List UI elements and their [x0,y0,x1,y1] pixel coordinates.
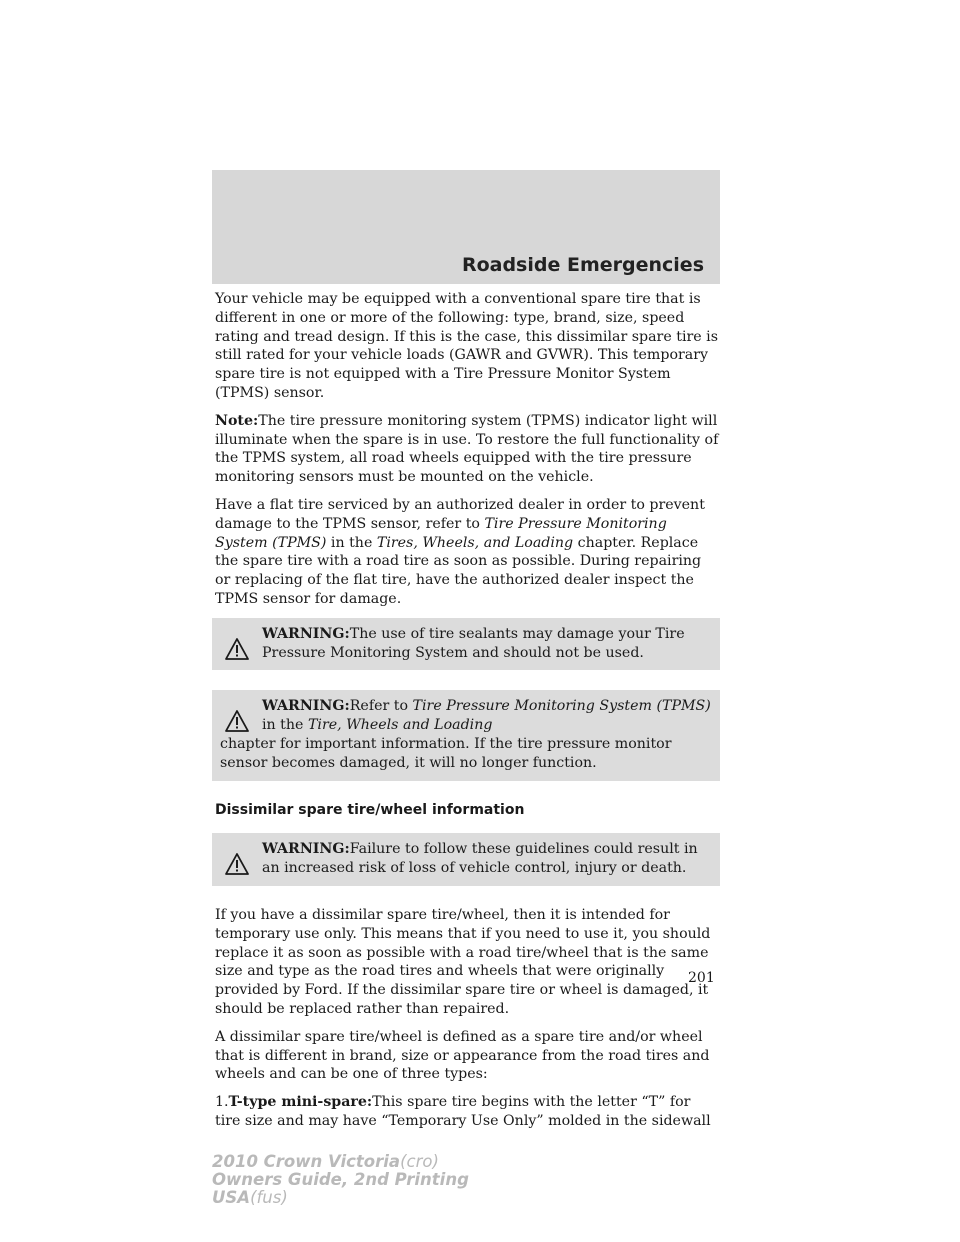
footer-model: 2010 Crown Victoria [212,1152,401,1171]
text-run: Refer to [349,698,413,715]
footer-region-code: (fus) [250,1188,288,1207]
note-label: Note: [215,412,259,429]
warning-label: WARNING: [262,625,350,642]
warning-text [262,625,712,663]
reference-tire-chapter: Tire, Wheels and Loading [307,717,493,734]
list-number: 1. [215,1094,229,1111]
warning-message: Failure to follow these guidelines could result in an increased risk of loss of vehicle control, injury or death. [262,841,698,877]
page-content [215,290,720,1140]
chapter-header-band [212,170,720,284]
chapter-title: Roadside Emergencies [461,254,704,276]
paragraph-spare-tire: Your vehicle may be equipped with a conventional spare tire that is different in one or more of the following: type, brand, size, speed rating and tread design. If this is the case, this dissimilar spare tire is still rated for your vehicle loads (GAWR and GVWR). This temporary spare tire is not equipped with a Tire Pressure Monitor System (TPMS) sensor. [215,291,718,401]
warning-triangle-icon [225,853,249,875]
paragraph-dissimilar-use: If you have a dissimilar spare tire/wheel, then it is intended for temporary use only. This means that if you need to use it, you should replace it as soon as possible with a road tire/wheel that is the same size and type as the road tires and wheels that were originally provided by Ford. If the dissimilar spare tire or wheel is damaged, it should be replaced rather than repaired. [215,906,711,1017]
warning-box-sealants [212,618,720,671]
footer-line-model [212,1153,469,1171]
footer-line-guide [212,1171,469,1189]
warning-indent-lines [220,697,712,735]
warning-triangle-icon [225,638,249,660]
warning-message: The use of tire sealants may damage your Tire Pressure Monitoring System and should not be used. [262,625,685,661]
warning-triangle-icon [225,710,249,732]
footer-edition-info [212,1153,469,1207]
text-run: in the [262,717,308,734]
list-item-t-type [215,1093,720,1131]
page-number: 201 [688,970,715,986]
reference-tpms: Tire Pressure Monitoring System (TPMS) [215,515,667,551]
warning-text [262,840,712,878]
section-heading: Dissimilar spare tire/wheel information [215,801,525,818]
paragraph-dissimilar-definition: A dissimilar spare tire/wheel is defined as a spare tire and/or wheel that is different in brand, size or appearance from the road tires and wheels and can be one of three types: [215,1028,710,1083]
warning-box-guidelines [212,833,720,886]
warning-label: WARNING: [262,698,350,715]
warning-label: WARNING: [262,841,350,858]
list-item-label: T-type mini-spare: [228,1094,373,1111]
text-run: chapter. Replace the spare tire with a road tire as soon as possible. During repairing or replacing of the flat tire, have the authorized dealer inspect the TPMS sensor for damage. [215,534,702,607]
warning-message: chapter for important information. If the tire pressure monitor sensor becomes damaged, it will no longer function. [220,735,672,771]
footer-line-region [212,1189,469,1207]
text-run: Have a flat tire serviced by an authorized dealer in order to prevent damage to the TPMS sensor, refer to [215,496,705,532]
warning-box-tpms-reference [212,690,720,780]
footer-guide: Owners Guide, 2nd Printing [212,1170,469,1189]
list-item-text: This spare tire begins with the letter “T” for tire size and may have “Temporary Use Only” molded in the sidewall [215,1094,711,1129]
note-text: The tire pressure monitoring system (TPMS) indicator light will illuminate when the spare is in use. To restore the full functionality of the TPMS system, all road wheels equipped with the tire pressure monitoring sensors must be mounted on the vehicle. [215,412,719,486]
warning-text [220,697,712,772]
footer-region: USA [212,1188,251,1207]
reference-tires-chapter: Tires, Wheels, and Loading [376,534,574,551]
paragraph-note [215,412,720,487]
footer-model-code: (cro) [400,1152,439,1171]
text-run: in the [326,534,377,551]
paragraph-flat-tire-service [215,496,720,609]
reference-tpms: Tire Pressure Monitoring System (TPMS) [412,698,711,715]
